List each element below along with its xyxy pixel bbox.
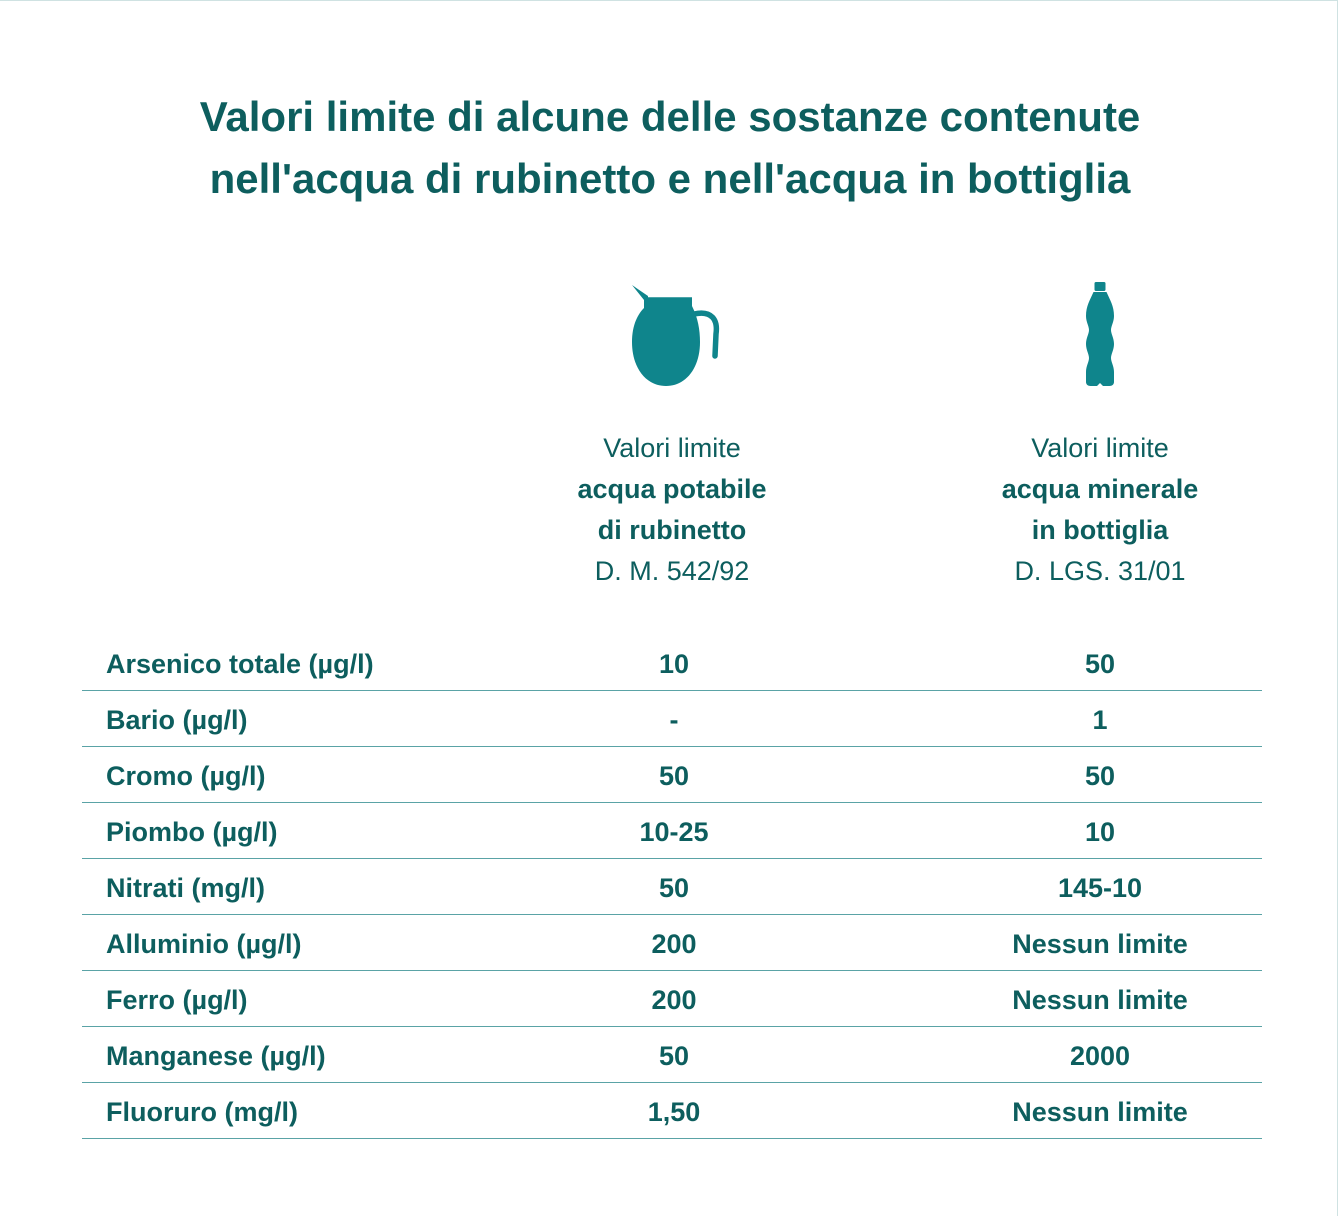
row-label: Alluminio (µg/l) bbox=[106, 929, 302, 959]
bottle-value: 2000 bbox=[1069, 1041, 1131, 1071]
column-bottle-line-3: in bottiglia bbox=[1031, 515, 1169, 545]
column-tap-line-3: di rubinetto bbox=[597, 515, 747, 545]
table-row bbox=[82, 691, 1262, 747]
tap-value: 1,50 bbox=[647, 1097, 701, 1127]
bottle-value: Nessun limite bbox=[1012, 985, 1188, 1015]
tap-value: 10 bbox=[658, 649, 690, 679]
tap-value: 200 bbox=[651, 985, 697, 1015]
row-label: Arsenico totale (µg/l) bbox=[106, 649, 374, 679]
column-tap-line-4: D. M. 542/92 bbox=[594, 556, 750, 586]
title-line-1: Valori limite di alcune delle sostanze contenute bbox=[199, 93, 1141, 140]
bottle-value: 50 bbox=[1084, 649, 1116, 679]
row-label: Manganese (µg/l) bbox=[106, 1041, 326, 1071]
bottle-icon bbox=[1080, 280, 1120, 390]
row-label: Ferro (µg/l) bbox=[106, 985, 248, 1015]
tap-value: 50 bbox=[658, 1041, 690, 1071]
column-bottle-line-1: Valori limite bbox=[1031, 433, 1169, 463]
row-label: Cromo (µg/l) bbox=[106, 761, 266, 791]
bottle-value: 1 bbox=[1092, 705, 1108, 735]
tap-value: 50 bbox=[658, 873, 690, 903]
table-row bbox=[82, 803, 1262, 859]
tap-value: 200 bbox=[651, 929, 697, 959]
tap-value: - bbox=[669, 705, 679, 735]
table-row bbox=[82, 1083, 1262, 1139]
table-row bbox=[82, 971, 1262, 1027]
page-title bbox=[0, 86, 1340, 210]
column-bottle-line-4: D. LGS. 31/01 bbox=[1014, 556, 1186, 586]
row-label: Fluoruro (mg/l) bbox=[106, 1097, 298, 1127]
title-line-2: nell'acqua di rubinetto e nell'acqua in bottiglia bbox=[209, 155, 1131, 202]
column-bottle-line-2: acqua minerale bbox=[1001, 474, 1199, 504]
row-label: Piombo (µg/l) bbox=[106, 817, 278, 847]
table-row bbox=[82, 859, 1262, 915]
column-header-bottle-text bbox=[950, 428, 1250, 592]
bottle-value: Nessun limite bbox=[1012, 1097, 1188, 1127]
tap-value: 50 bbox=[658, 761, 690, 791]
tap-value: 10-25 bbox=[639, 817, 709, 847]
limits-table bbox=[82, 636, 1262, 1139]
table-row bbox=[82, 636, 1262, 691]
bottle-value: Nessun limite bbox=[1012, 929, 1188, 959]
column-header-tap-water bbox=[522, 280, 822, 592]
column-tap-line-2: acqua potabile bbox=[577, 474, 767, 504]
column-header-tap-text bbox=[522, 428, 822, 592]
column-tap-line-1: Valori limite bbox=[603, 433, 741, 463]
column-header-bottled-water bbox=[950, 280, 1250, 592]
row-label: Bario (µg/l) bbox=[106, 705, 248, 735]
bottle-value: 50 bbox=[1084, 761, 1116, 791]
bottle-value: 145-10 bbox=[1057, 873, 1143, 903]
jug-icon bbox=[622, 280, 722, 390]
row-label: Nitrati (mg/l) bbox=[106, 873, 265, 903]
table-row bbox=[82, 915, 1262, 971]
table-row bbox=[82, 747, 1262, 803]
bottle-value: 10 bbox=[1084, 817, 1116, 847]
table-row bbox=[82, 1027, 1262, 1083]
